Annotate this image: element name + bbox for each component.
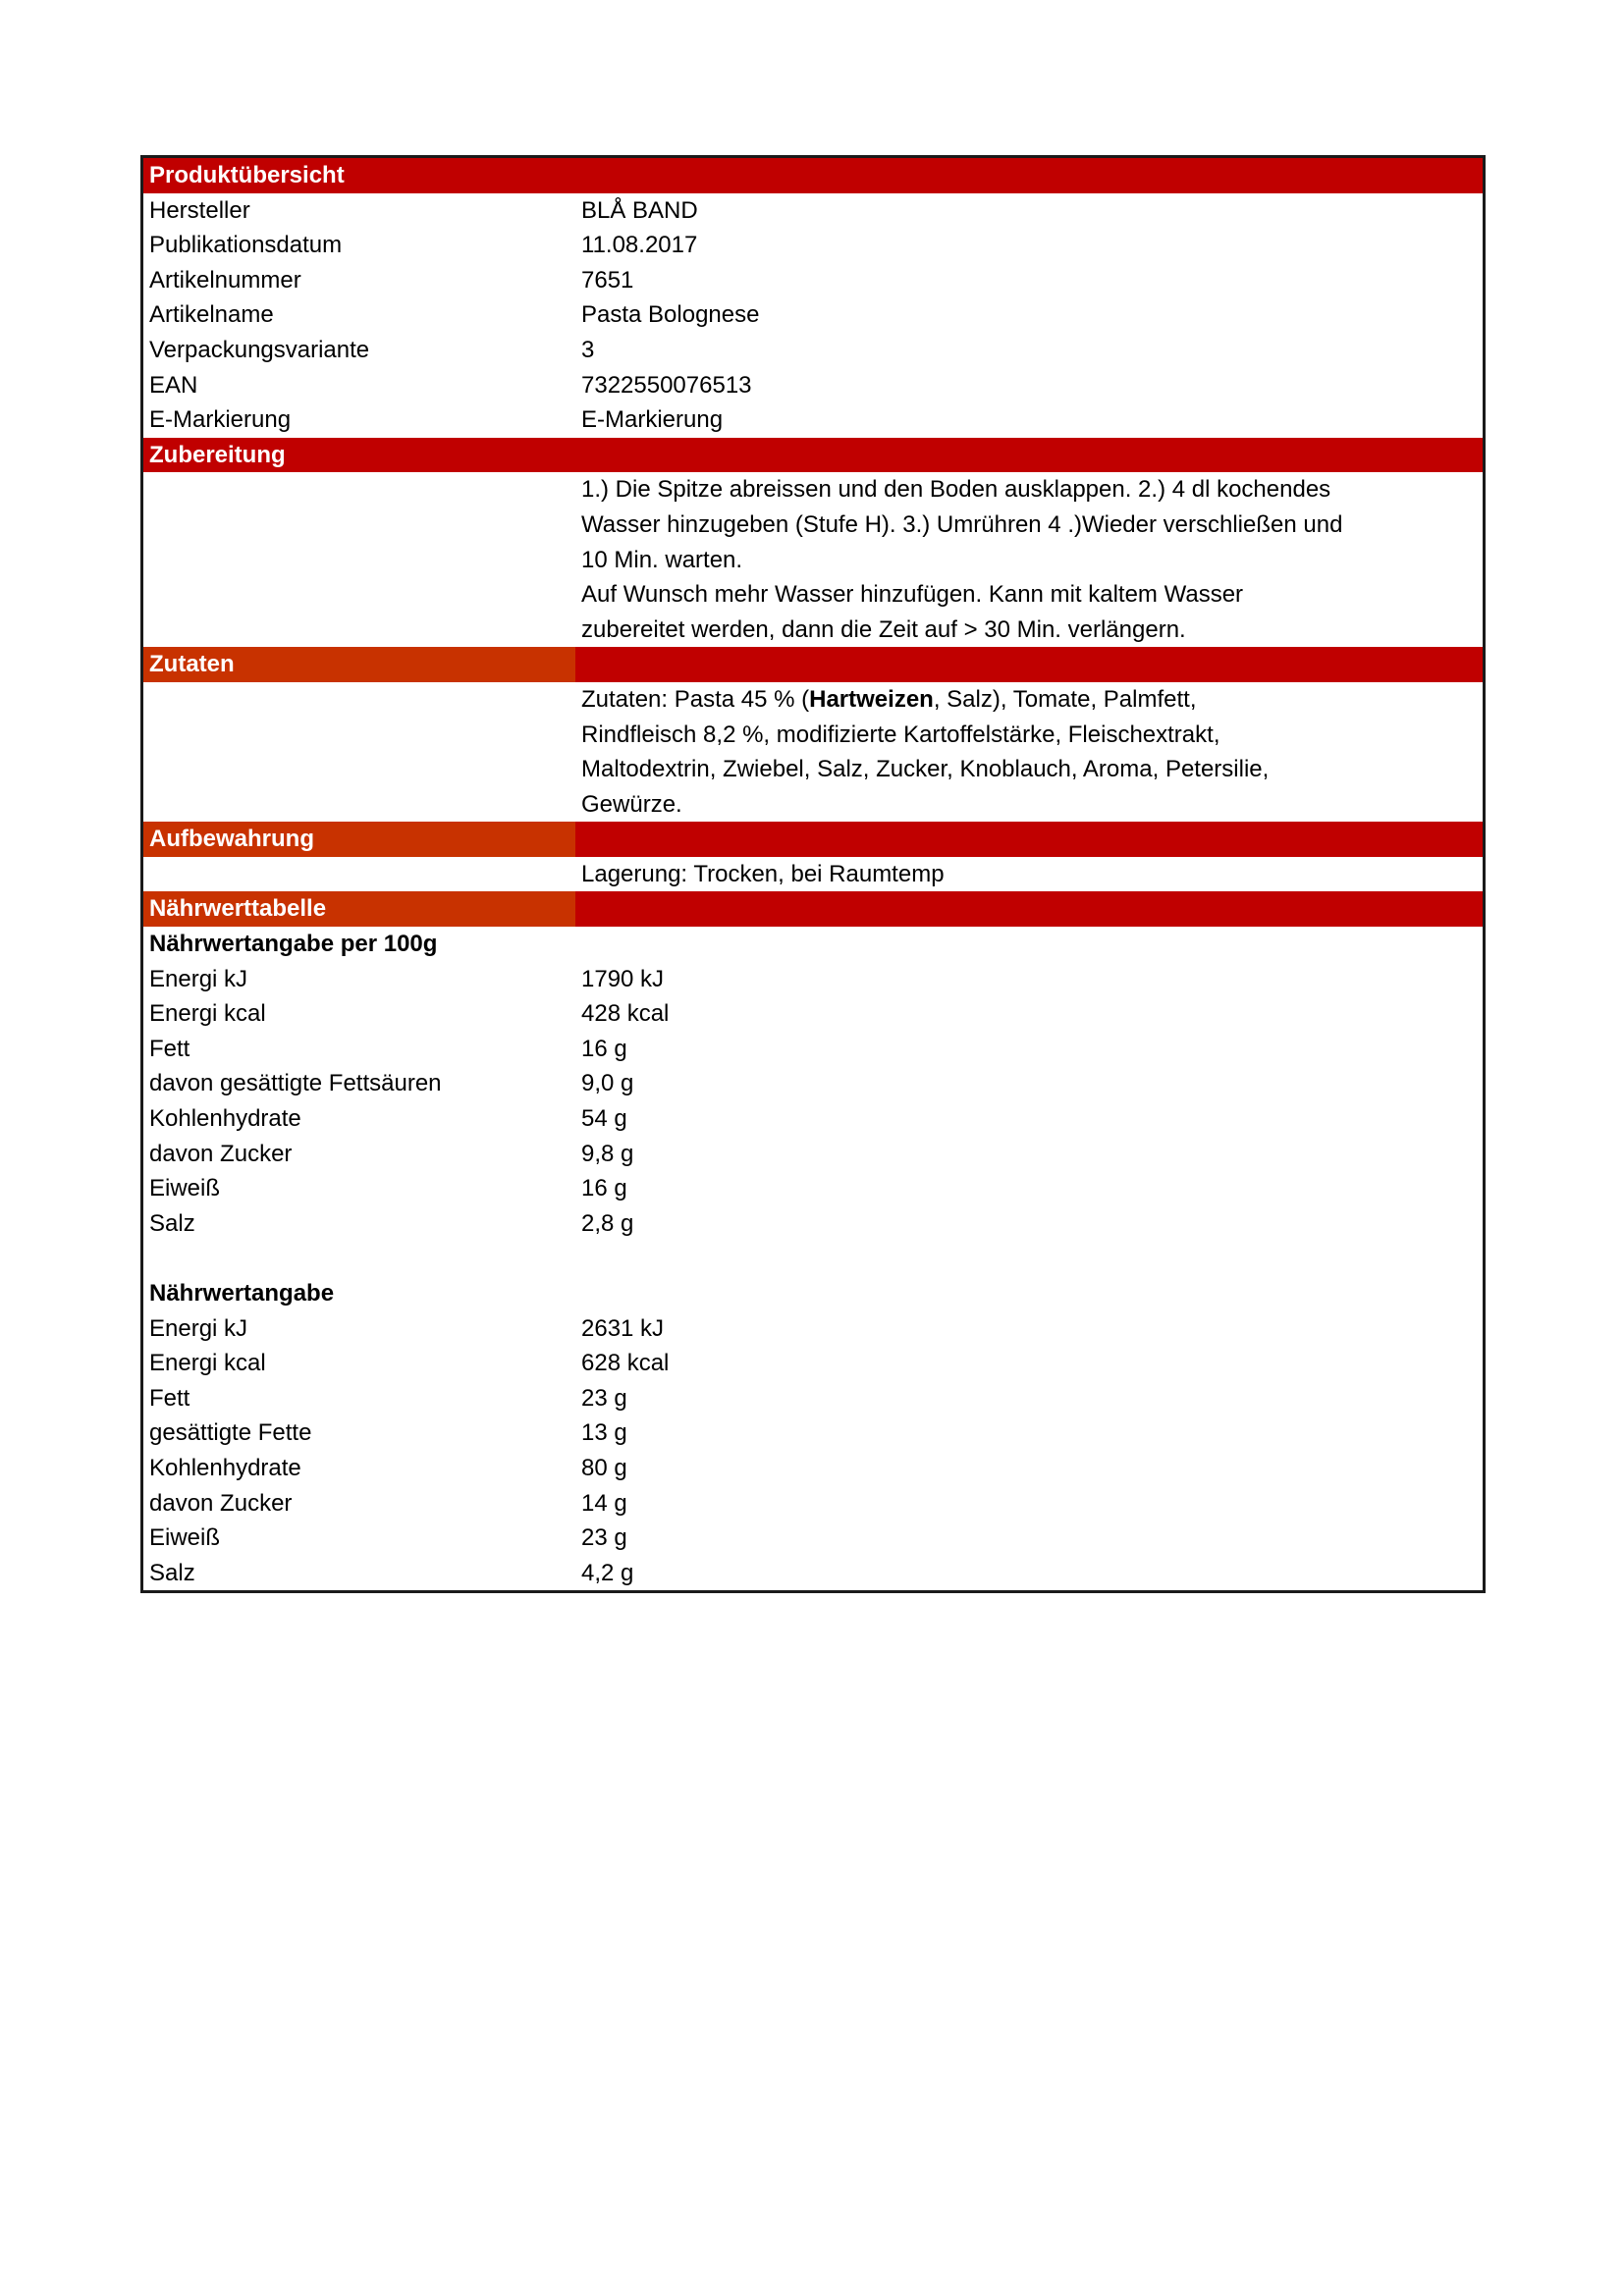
row-label: davon Zucker (149, 1489, 293, 1517)
product-sheet (140, 155, 1486, 1593)
nutrition-row (143, 1066, 1483, 1101)
nutrition-row (143, 1556, 1483, 1591)
ingredients-allergen: Hartweizen (809, 685, 934, 713)
row-value: BLÅ BAND (581, 196, 698, 224)
row-label: Energi kcal (149, 1350, 266, 1377)
preparation-line: 10 Min. warten. (581, 546, 743, 573)
storage-value: Lagerung: Trocken, bei Raumtemp (581, 860, 945, 887)
row-value: 9,8 g (581, 1140, 634, 1167)
row-label: gesättigte Fette (149, 1419, 312, 1447)
overview-row-ean (143, 368, 1483, 403)
nutrition-per100-title: Nährwertangabe per 100g (149, 931, 438, 958)
row-label: davon Zucker (149, 1140, 293, 1167)
ingredients-line: Gewürze. (581, 790, 682, 818)
row-value: 14 g (581, 1489, 627, 1517)
row-value: 23 g (581, 1524, 627, 1552)
overview-row-publication-date (143, 228, 1483, 263)
nutrition-header-label: Nährwerttabelle (143, 891, 575, 927)
row-value: 7651 (581, 266, 634, 294)
row-value: 2631 kJ (581, 1314, 665, 1342)
nutrition-row (143, 1101, 1483, 1137)
ingredients-suffix: , Salz), Tomate, Palmfett, (933, 685, 1197, 713)
row-value: 16 g (581, 1035, 627, 1062)
nutrition-portion-title-row (143, 1276, 1483, 1311)
overview-row-manufacturer (143, 193, 1483, 229)
ingredients-line (581, 682, 1483, 718)
spacer-row (143, 1241, 1483, 1276)
ingredients-header (143, 647, 1483, 682)
nutrition-per100-title-row (143, 927, 1483, 962)
storage-header (143, 822, 1483, 857)
nutrition-header (143, 891, 1483, 927)
preparation-line: 1.) Die Spitze abreissen und den Boden ausklappen. 2.) 4 dl kochendes (581, 476, 1331, 504)
storage-row (143, 857, 1483, 892)
row-value: 13 g (581, 1419, 627, 1447)
overview-row-packaging-variant (143, 333, 1483, 368)
row-value: 1790 kJ (581, 965, 665, 992)
row-label: Energi kJ (149, 965, 248, 992)
preparation-header-label: Zubereitung (149, 441, 286, 468)
nutrition-row (143, 1171, 1483, 1206)
nutrition-row (143, 1346, 1483, 1381)
row-value: 2,8 g (581, 1209, 634, 1237)
overview-row-e-marking (143, 402, 1483, 438)
preparation-header (143, 438, 1483, 473)
row-label: Salz (149, 1209, 195, 1237)
overview-header-label: Produktübersicht (149, 162, 345, 188)
row-label: Eiweiß (149, 1524, 221, 1552)
row-label: Kohlenhydrate (149, 1105, 301, 1133)
row-label: Artikelnummer (149, 266, 301, 294)
preparation-line: Auf Wunsch mehr Wasser hinzufügen. Kann mit kaltem Wasser (581, 581, 1244, 609)
row-label: Energi kJ (149, 1314, 248, 1342)
preparation-line: zubereitet werden, dann die Zeit auf > 30 Min. verlängern. (581, 615, 1186, 643)
nutrition-row (143, 1137, 1483, 1172)
row-label: Artikelname (149, 301, 274, 329)
row-label: Publikationsdatum (149, 232, 343, 259)
preparation-text-block (143, 472, 1483, 647)
row-value: 23 g (581, 1384, 627, 1412)
row-value: 428 kcal (581, 1000, 670, 1028)
nutrition-row (143, 1415, 1483, 1451)
ingredients-line: Maltodextrin, Zwiebel, Salz, Zucker, Knoblauch, Aroma, Petersilie, (581, 756, 1270, 783)
preparation-line: Wasser hinzugeben (Stufe H). 3.) Umrühren 4 .)Wieder verschließen und (581, 510, 1343, 538)
row-label: Hersteller (149, 196, 250, 224)
row-value: 628 kcal (581, 1350, 670, 1377)
row-label: Eiweiß (149, 1175, 221, 1202)
ingredients-prefix: Zutaten: Pasta 45 % ( (581, 685, 810, 713)
nutrition-row (143, 1381, 1483, 1416)
nutrition-row (143, 1206, 1483, 1242)
overview-row-article-name (143, 297, 1483, 333)
overview-header (143, 158, 1483, 193)
nutrition-row (143, 1032, 1483, 1067)
row-value: E-Markierung (581, 406, 724, 434)
storage-header-label: Aufbewahrung (143, 822, 575, 857)
nutrition-row (143, 1311, 1483, 1347)
ingredients-text-block (143, 682, 1483, 822)
row-value: 4,2 g (581, 1559, 634, 1586)
row-label: Fett (149, 1384, 190, 1412)
row-label: Kohlenhydrate (149, 1454, 301, 1481)
row-value: 3 (581, 336, 595, 363)
row-label: E-Markierung (149, 406, 292, 434)
row-value: Pasta Bolognese (581, 301, 760, 329)
nutrition-row (143, 962, 1483, 997)
nutrition-row (143, 1486, 1483, 1522)
nutrition-row (143, 996, 1483, 1032)
row-label: davon gesättigte Fettsäuren (149, 1070, 442, 1097)
row-value: 16 g (581, 1175, 627, 1202)
ingredients-header-label: Zutaten (143, 647, 575, 682)
row-value: 9,0 g (581, 1070, 634, 1097)
row-label: Energi kcal (149, 1000, 266, 1028)
row-value: 11.08.2017 (581, 232, 698, 259)
row-label: Salz (149, 1559, 195, 1586)
nutrition-row (143, 1451, 1483, 1486)
overview-row-article-number (143, 263, 1483, 298)
nutrition-row (143, 1521, 1483, 1556)
row-label: Fett (149, 1035, 190, 1062)
row-label: EAN (149, 371, 198, 399)
row-label: Verpackungsvariante (149, 336, 370, 363)
row-value: 7322550076513 (581, 371, 752, 399)
row-value: 54 g (581, 1105, 627, 1133)
row-value: 80 g (581, 1454, 627, 1481)
ingredients-line: Rindfleisch 8,2 %, modifizierte Kartoffelstärke, Fleischextrakt, (581, 721, 1220, 748)
nutrition-portion-title: Nährwertangabe (149, 1280, 335, 1307)
